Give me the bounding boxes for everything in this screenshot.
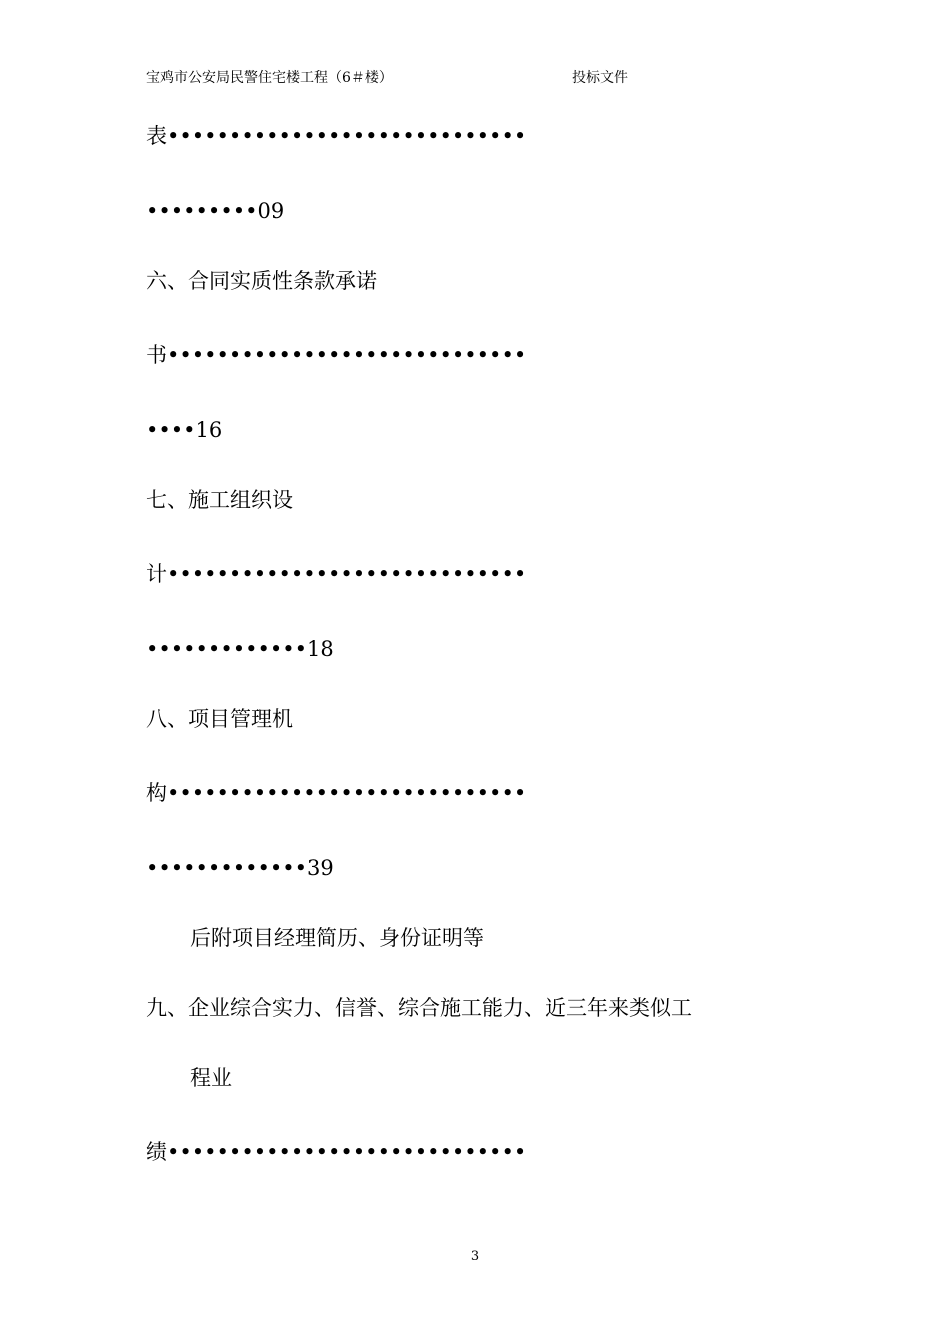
toc-note: 后附项目经理简历、身份证明等	[190, 926, 484, 950]
toc-entry-title: 八、项目管理机	[146, 707, 293, 731]
header-project-title: 宝鸡市公安局民警住宅楼工程（6＃楼）	[146, 70, 393, 86]
toc-entry-title: 九、企业综合实力、信誉、综合施工能力、近三年来类似工	[146, 996, 692, 1020]
toc-line: •••••••••09	[146, 199, 285, 223]
toc-entry-title: 七、施工组织设	[146, 488, 293, 512]
toc-line: •••••••••••••18	[146, 637, 334, 661]
page-number: 3	[470, 1249, 480, 1264]
toc-line: 表•••••••••••••••••••••••••••••	[146, 124, 527, 148]
toc-line: 书•••••••••••••••••••••••••••••	[146, 343, 527, 367]
toc-line: •••••••••••••39	[146, 856, 334, 880]
toc-line: 绩•••••••••••••••••••••••••••••	[146, 1140, 527, 1164]
toc-line: ••••16	[146, 418, 223, 442]
toc-entry-title: 六、合同实质性条款承诺	[146, 269, 377, 293]
toc-line: 计•••••••••••••••••••••••••••••	[146, 562, 527, 586]
toc-line: 构•••••••••••••••••••••••••••••	[146, 781, 527, 805]
toc-entry-title-cont: 程业	[190, 1066, 232, 1090]
header-document-type: 投标文件	[572, 70, 628, 86]
